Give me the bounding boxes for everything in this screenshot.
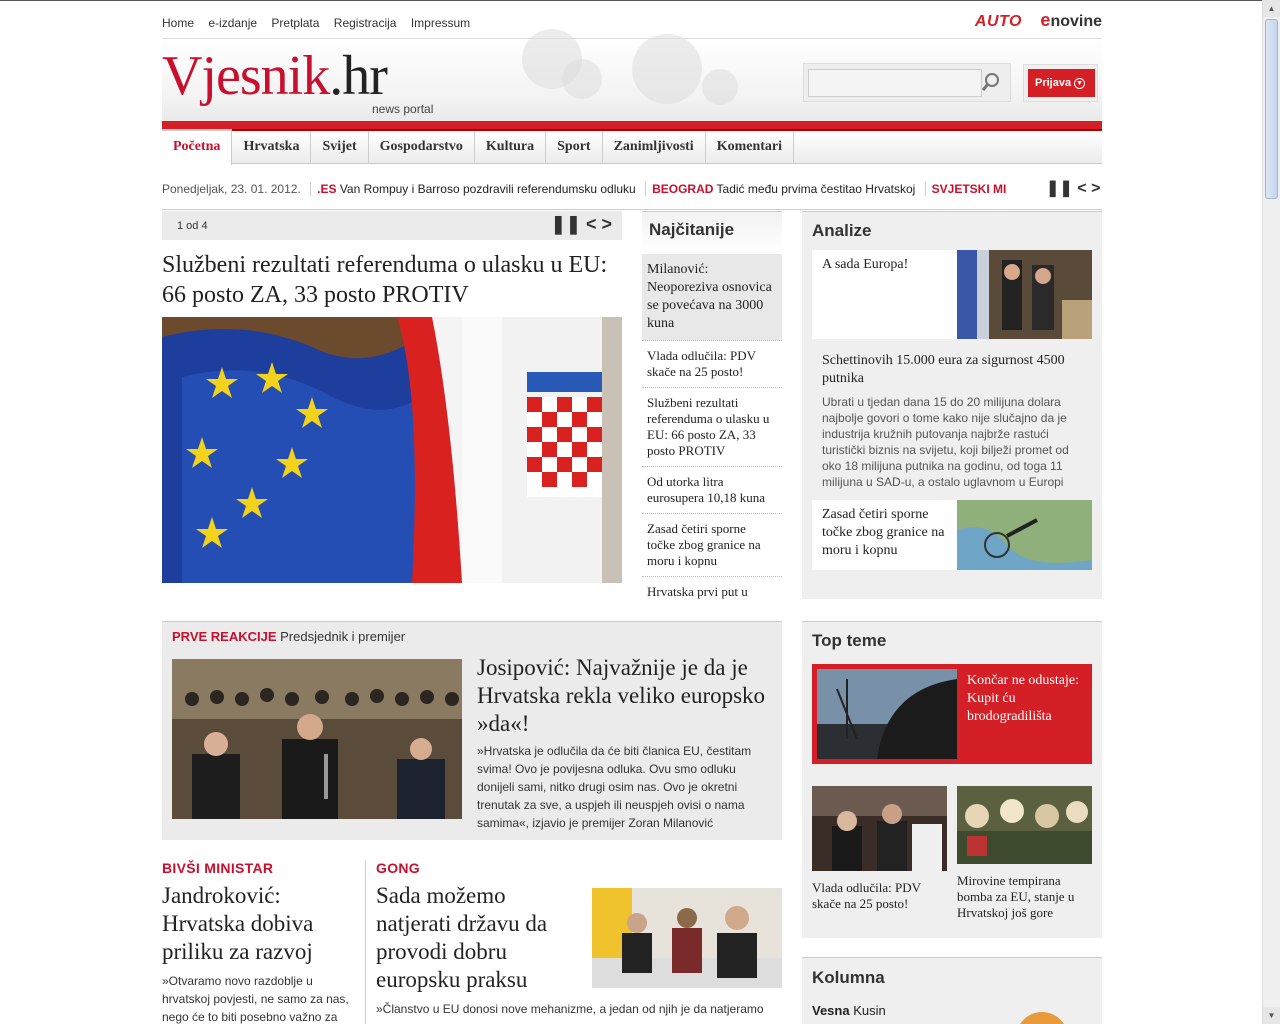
top-theme-photo [817,669,957,759]
analize-thumbnail [957,250,1092,339]
analize-thumbnail [957,500,1092,570]
search-icon[interactable] [980,71,1002,93]
partner-logos [975,10,1102,31]
site-tagline: news portal [372,102,434,116]
gong-photo[interactable] [592,888,782,988]
story-kicker: BIVŠI MINISTAR [162,860,274,876]
nav-sport[interactable]: Sport [546,131,602,163]
top-nav [162,16,481,30]
top-theme-photo [957,786,1092,864]
most-read-heading: Najčitanije [642,211,782,254]
slider-count: 1 od 4 [177,220,208,232]
story-bivsi-ministar [162,860,357,1024]
lead-image[interactable] [162,317,622,583]
divider [925,182,926,196]
ticker-kicker: SVJETSKI MI [931,182,1007,196]
slider-header [162,211,622,240]
top-theme-card-title: Mirovine tempirana bomba za EU, stanje u Hrvatskoj još gore [957,873,1075,920]
story-kicker: GONG [376,860,420,876]
analize-panel [802,211,1102,599]
login-box [1023,64,1098,102]
decor-bubble [702,69,738,105]
reactions-kicker: PRVE REAKCIJE Predsjednik i premijer [172,629,406,644]
story-headline[interactable]: Jandroković: Hrvatska dobiva priliku za razvoj [162,883,314,964]
story-gong [376,860,782,1018]
ticker-kicker: .ES [317,182,337,196]
analize-item-title: Zasad četiri sporne točke zbog granice na moru i kopnu [822,507,945,558]
chevron-right-icon[interactable]: > [601,214,612,234]
analize-item[interactable] [812,500,1092,570]
top-theme-feature[interactable] [812,664,1092,764]
most-read-item[interactable]: Milanović: Neoporeziva osnovica se povećava na 3000 kuna [642,254,782,341]
most-read-item[interactable]: Vlada odlučila: PDV skače na 25 posto! [642,341,782,388]
divider [310,182,311,196]
top-theme-card[interactable] [812,786,947,912]
most-read-item[interactable]: Zasad četiri sporne točke zbog granice na moru i kopnu [642,514,782,577]
top-themes-heading: Top teme [812,631,887,650]
top-theme-card[interactable] [957,786,1092,921]
vertical-scrollbar[interactable] [1262,0,1280,1024]
enovine-logo[interactable]: enovine [1040,10,1102,30]
divider [365,860,366,1024]
reactions-block [162,621,782,840]
analize-item-title: A sada Europa! [822,257,909,272]
top-theme-photo [812,786,947,871]
top-theme-feature-title: Končar ne odustaje: Kupit ću brodogradilišta [967,673,1079,724]
story-summary: »Članstvo u EU donosi nove mehanizme, a jedan od njih je da natjeramo [376,1002,764,1016]
header-red-bar [162,121,1102,129]
topnav-impressum-link[interactable]: Impressum [410,16,471,30]
ticker-headline[interactable]: Van Rompuy i Barroso pozdravili referendumsku odluku [339,182,636,196]
column-heading: Kolumna [812,968,885,987]
most-read-item[interactable]: Od utorka litra eurosupera 10,18 kuna [642,467,782,514]
nav-gospodarstvo[interactable]: Gospodarstvo [369,131,475,163]
ticker-headline[interactable]: Tadić među prvima čestitao Hrvatskoj [716,182,916,196]
scroll-up-arrow-icon[interactable]: ▲ [1263,0,1280,17]
column-author[interactable]: Vesna Kusin [812,1003,886,1018]
site-logo[interactable]: Vjesnik.hr [162,45,387,107]
divider [162,209,1102,210]
topnav-registracija-link[interactable]: Registracija [333,16,397,30]
news-ticker [162,178,1042,200]
croatian-coat-of-arms [527,372,602,497]
author-avatar[interactable] [1002,998,1082,1024]
topnav-eizdanje-link[interactable]: e-izdanje [208,16,258,30]
top-themes-panel [802,621,1102,938]
chevron-down-icon: ▼ [1074,78,1085,89]
nav-svijet[interactable]: Svijet [311,131,368,163]
slider-controls [551,214,612,235]
main-nav [162,131,1102,164]
decor-bubble [562,59,602,99]
analize-item[interactable] [812,346,1092,492]
chevron-left-icon[interactable]: < [585,214,597,234]
search-box [803,63,1011,102]
analize-item[interactable] [812,250,1092,339]
scrollbar-thumb[interactable] [1265,19,1278,199]
reactions-headline[interactable]: Josipović: Najvažnije je da je Hrvatska rekla veliko europsko »da«! [477,655,766,736]
auto-logo[interactable]: AUTO [974,13,1022,30]
most-read-item[interactable]: Službeni rezultati referenduma o ulasku u EU: 66 posto ZA, 33 posto PROTIV [642,388,782,467]
nav-kultura[interactable]: Kultura [475,131,546,163]
analize-heading: Analize [812,221,872,240]
scroll-down-arrow-icon[interactable]: ▼ [1263,1007,1280,1024]
topnav-pretplata-link[interactable]: Pretplata [271,16,320,30]
pause-icon[interactable]: ❚❚ [550,214,581,234]
most-read-panel [642,211,782,601]
ticker-kicker: BEOGRAD [652,182,714,196]
reactions-summary: »Hrvatska je odlučila da će biti članica EU, čestitam svima! Ovo je povijesna odluka. Ovu smo odluku donijeli sami, nitko drugi osim nas. Ovo je okretni trenutak za sve, a uspjeh ili neuspjeh ovisi o nama samima«, izjavio je premijer Zoran Milanović [477,744,752,830]
nav-komentari[interactable]: Komentari [706,131,794,163]
analize-item-title: Schettinovih 15.000 eura za sigurnost 4500 putnika [822,353,1065,386]
reactions-photo [172,659,462,819]
search-input[interactable] [808,69,982,97]
divider [645,182,646,196]
top-theme-card-title: Vlada odlučila: PDV skače na 25 posto! [812,880,921,911]
nav-zanimljivosti[interactable]: Zanimljivosti [603,131,706,163]
column-panel [802,957,1102,1024]
window-top-border [0,0,1280,1]
topnav-home-link[interactable]: Home [162,16,195,30]
story-headline[interactable]: Sada možemo natjerati državu da provodi dobru europsku praksu [376,883,548,992]
reactions-image[interactable] [172,659,462,819]
decor-bubble [632,34,702,104]
most-read-item[interactable]: Hrvatska prvi put u [642,577,782,601]
login-button[interactable]: Prijava ▼ [1028,69,1095,97]
chevron-left-icon[interactable]: < [1077,180,1087,197]
nav-pocetna[interactable]: Početna [162,129,232,165]
lead-headline[interactable]: Službeni rezultati referenduma o ulasku u EU: 66 posto ZA, 33 posto PROTIV [162,252,608,308]
story-summary: »Otvaramo novo razdoblje u hrvatskoj povjesti, ne samo za nas, nego će to biti posebno važno za [162,974,349,1024]
analize-item-summary: Ubrati u tjedan dana 15 do 20 milijuna dolara najbolje govori o tome kako nije slučajno da je industrija kružnih putovanja najbrže rastući turistički biznis na svijetu, koji bilježi promet od oko 18 milijuna putnika na godinu, od toga 11 milijuna u SAD-u, a ostalo uglavnom u Europi [822,395,1069,489]
nav-hrvatska[interactable]: Hrvatska [232,131,311,163]
flags-photo [162,317,622,583]
pause-icon[interactable]: ❚❚ [1046,180,1073,197]
ticker-date: Ponedjeljak, 23. 01. 2012. [162,182,301,196]
chevron-right-icon[interactable]: > [1091,180,1101,197]
ticker-controls [1046,178,1100,198]
